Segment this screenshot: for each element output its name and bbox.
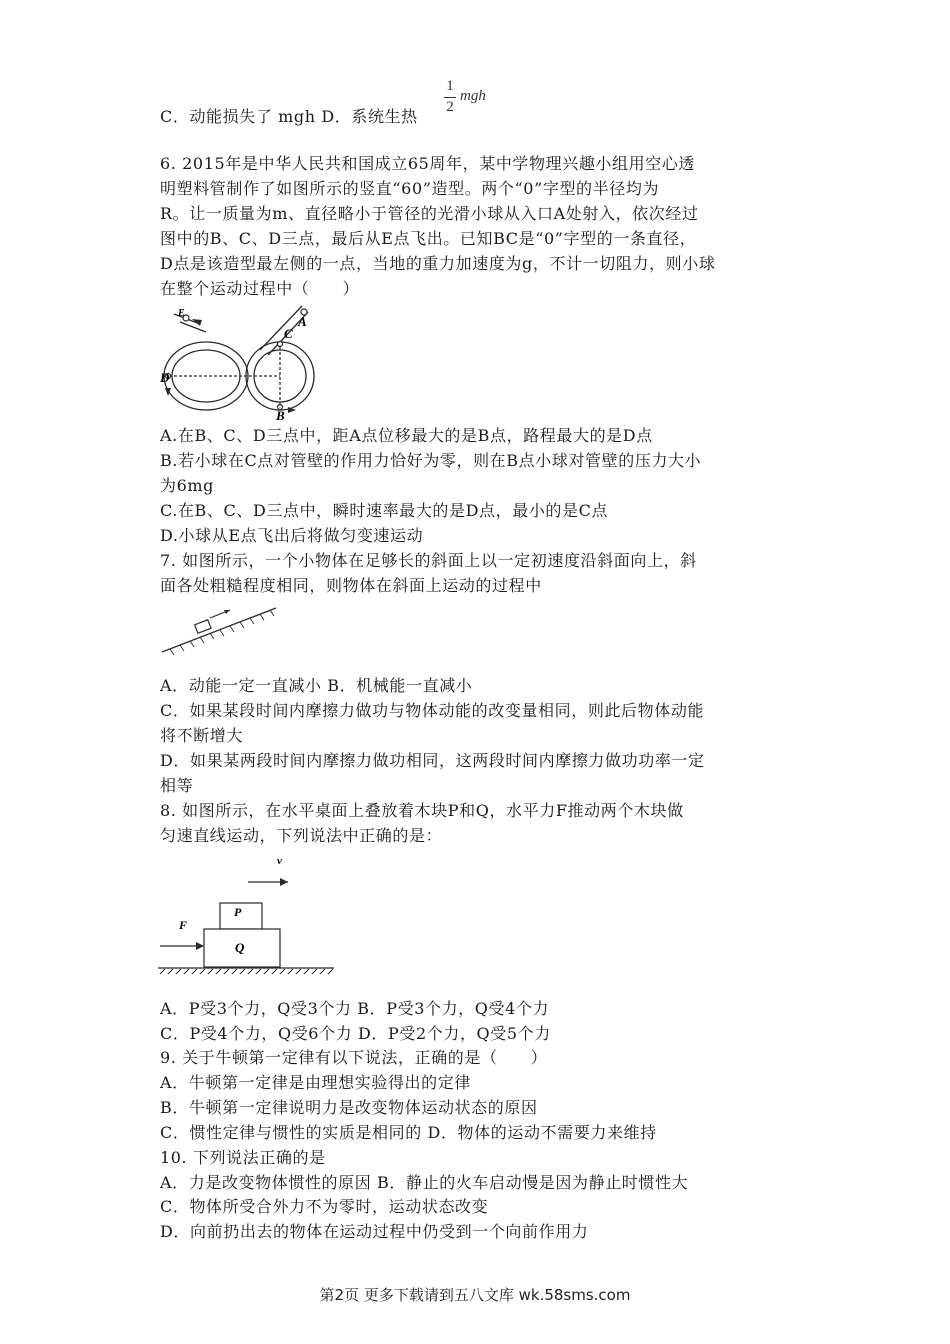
fraction-bar bbox=[444, 97, 456, 98]
question-7-option-ab: A．动能一定一直减小 B．机械能一直减小 bbox=[160, 676, 473, 695]
ball-c bbox=[278, 342, 283, 347]
question-6-line-2: 明塑料管制作了如图所示的竖直“60”造型。两个“0”字型的半径均为 bbox=[160, 179, 660, 198]
figure-incline bbox=[160, 600, 280, 660]
question-9-stem: 9. 关于牛顿第一定律有以下说法，正确的是（ ） bbox=[160, 1048, 548, 1067]
question-6-option-a: A.在B、C、D三点中，距A点位移最大的是B点，路程最大的是D点 bbox=[160, 426, 653, 445]
question-6-option-b-line-1: B.若小球在C点对管壁的作用力恰好为零，则在B点小球对管壁的压力大小 bbox=[160, 451, 702, 470]
question-6-line-5: D点是该造型最左侧的一点，当地的重力加速度为g，不计一切阻力，则小球 bbox=[160, 254, 716, 273]
figure-60-tube bbox=[160, 300, 320, 423]
v-arrow-head bbox=[280, 878, 288, 886]
question-7-option-d-line-1: D．如果某两段时间内摩擦力做功相同，这两段时间内摩擦力做功功率一定 bbox=[160, 751, 705, 770]
question-7-option-c-line-1: C．如果某段时间内摩擦力做功与物体动能的改变量相同，则此后物体动能 bbox=[160, 701, 705, 720]
question-10-option-c: C．物体所受合外力不为零时，运动状态改变 bbox=[160, 1197, 489, 1216]
question-10-stem: 10. 下列说法正确的是 bbox=[160, 1148, 326, 1167]
question-6-line-6: 在整个运动过程中（ ） bbox=[160, 279, 360, 298]
question-6-option-d: D.小球从E点飞出后将做匀变速运动 bbox=[160, 526, 424, 545]
label-q: Q bbox=[235, 940, 245, 955]
question-8-option-ab: A．P受3个力，Q受3个力 B．P受3个力，Q受4个力 bbox=[160, 999, 550, 1018]
question-8-line-2: 匀速直线运动，下列说法中正确的是： bbox=[160, 826, 443, 845]
question-10-option-d: D．向前扔出去的物体在运动过程中仍受到一个向前作用力 bbox=[160, 1222, 589, 1241]
question-6-line-1: 6. 2015年是中华人民共和国成立65周年，某中学物理兴趣小组用空心透 bbox=[160, 154, 696, 173]
question-7-line-2: 面各处粗糙程度相同，则物体在斜面上运动的过程中 bbox=[160, 576, 542, 595]
question-9-option-cd: C．惯性定律与惯性的实质是相同的 D．物体的运动不需要力来维持 bbox=[160, 1123, 657, 1142]
question-6-line-4: 图中的B、C、D三点，最后从E点飞出。已知BC是“0”字型的一条直径， bbox=[160, 229, 697, 248]
exit-tube-2 bbox=[180, 322, 206, 332]
page-footer: 第2页 更多下载请到五八文库 wk.58sms.com bbox=[319, 1286, 631, 1304]
question-6-option-b-line-2: 为6mg bbox=[160, 476, 214, 495]
block-on-incline bbox=[195, 620, 211, 633]
f-arrow-head bbox=[196, 942, 204, 950]
question-7-line-1: 7. 如图所示，一个小物体在足够长的斜面上以一定初速度沿斜面向上，斜 bbox=[160, 551, 697, 570]
label-e: E bbox=[178, 308, 185, 319]
label-v: v bbox=[277, 855, 282, 867]
label-b: B bbox=[276, 408, 285, 423]
question-6-line-3: R。让一质量为m、直径略小于管径的光滑小球从入口A处射入，依次经过 bbox=[160, 204, 699, 223]
label-f: F bbox=[179, 918, 188, 932]
text-line-1: C．动能损失了 mgh D．系统生热 bbox=[160, 107, 418, 126]
formula-expression: mgh bbox=[460, 88, 486, 104]
question-8-option-cd: C．P受4个力，Q受6个力 D．P受2个力，Q受5个力 bbox=[160, 1024, 551, 1043]
question-8-line-1: 8. 如图所示，在水平桌面上叠放着木块P和Q，水平力F推动两个木块做 bbox=[160, 801, 684, 820]
label-c: C bbox=[284, 326, 293, 341]
label-a: A bbox=[298, 314, 307, 329]
label-p: P bbox=[234, 905, 242, 919]
formula-denominator: 2 bbox=[446, 99, 454, 115]
question-9-option-a: A．牛顿第一定律是由理想实验得出的定律 bbox=[160, 1073, 471, 1092]
question-7-option-d-line-2: 相等 bbox=[160, 776, 194, 795]
question-9-option-b: B．牛顿第一定律说明力是改变物体运动状态的原因 bbox=[160, 1098, 538, 1117]
label-d: D bbox=[160, 370, 170, 385]
formula-numerator: 1 bbox=[446, 78, 454, 94]
question-10-option-ab: A．力是改变物体惯性的原因 B．静止的火车启动慢是因为静止时惯性大 bbox=[160, 1173, 689, 1192]
question-6-option-c: C.在B、C、D三点中，瞬时速率最大的是D点，最小的是C点 bbox=[160, 501, 609, 520]
question-7-option-c-line-2: 将不断增大 bbox=[160, 726, 244, 745]
figure-blocks-pq bbox=[156, 852, 341, 978]
arrow-e-out bbox=[192, 319, 202, 326]
